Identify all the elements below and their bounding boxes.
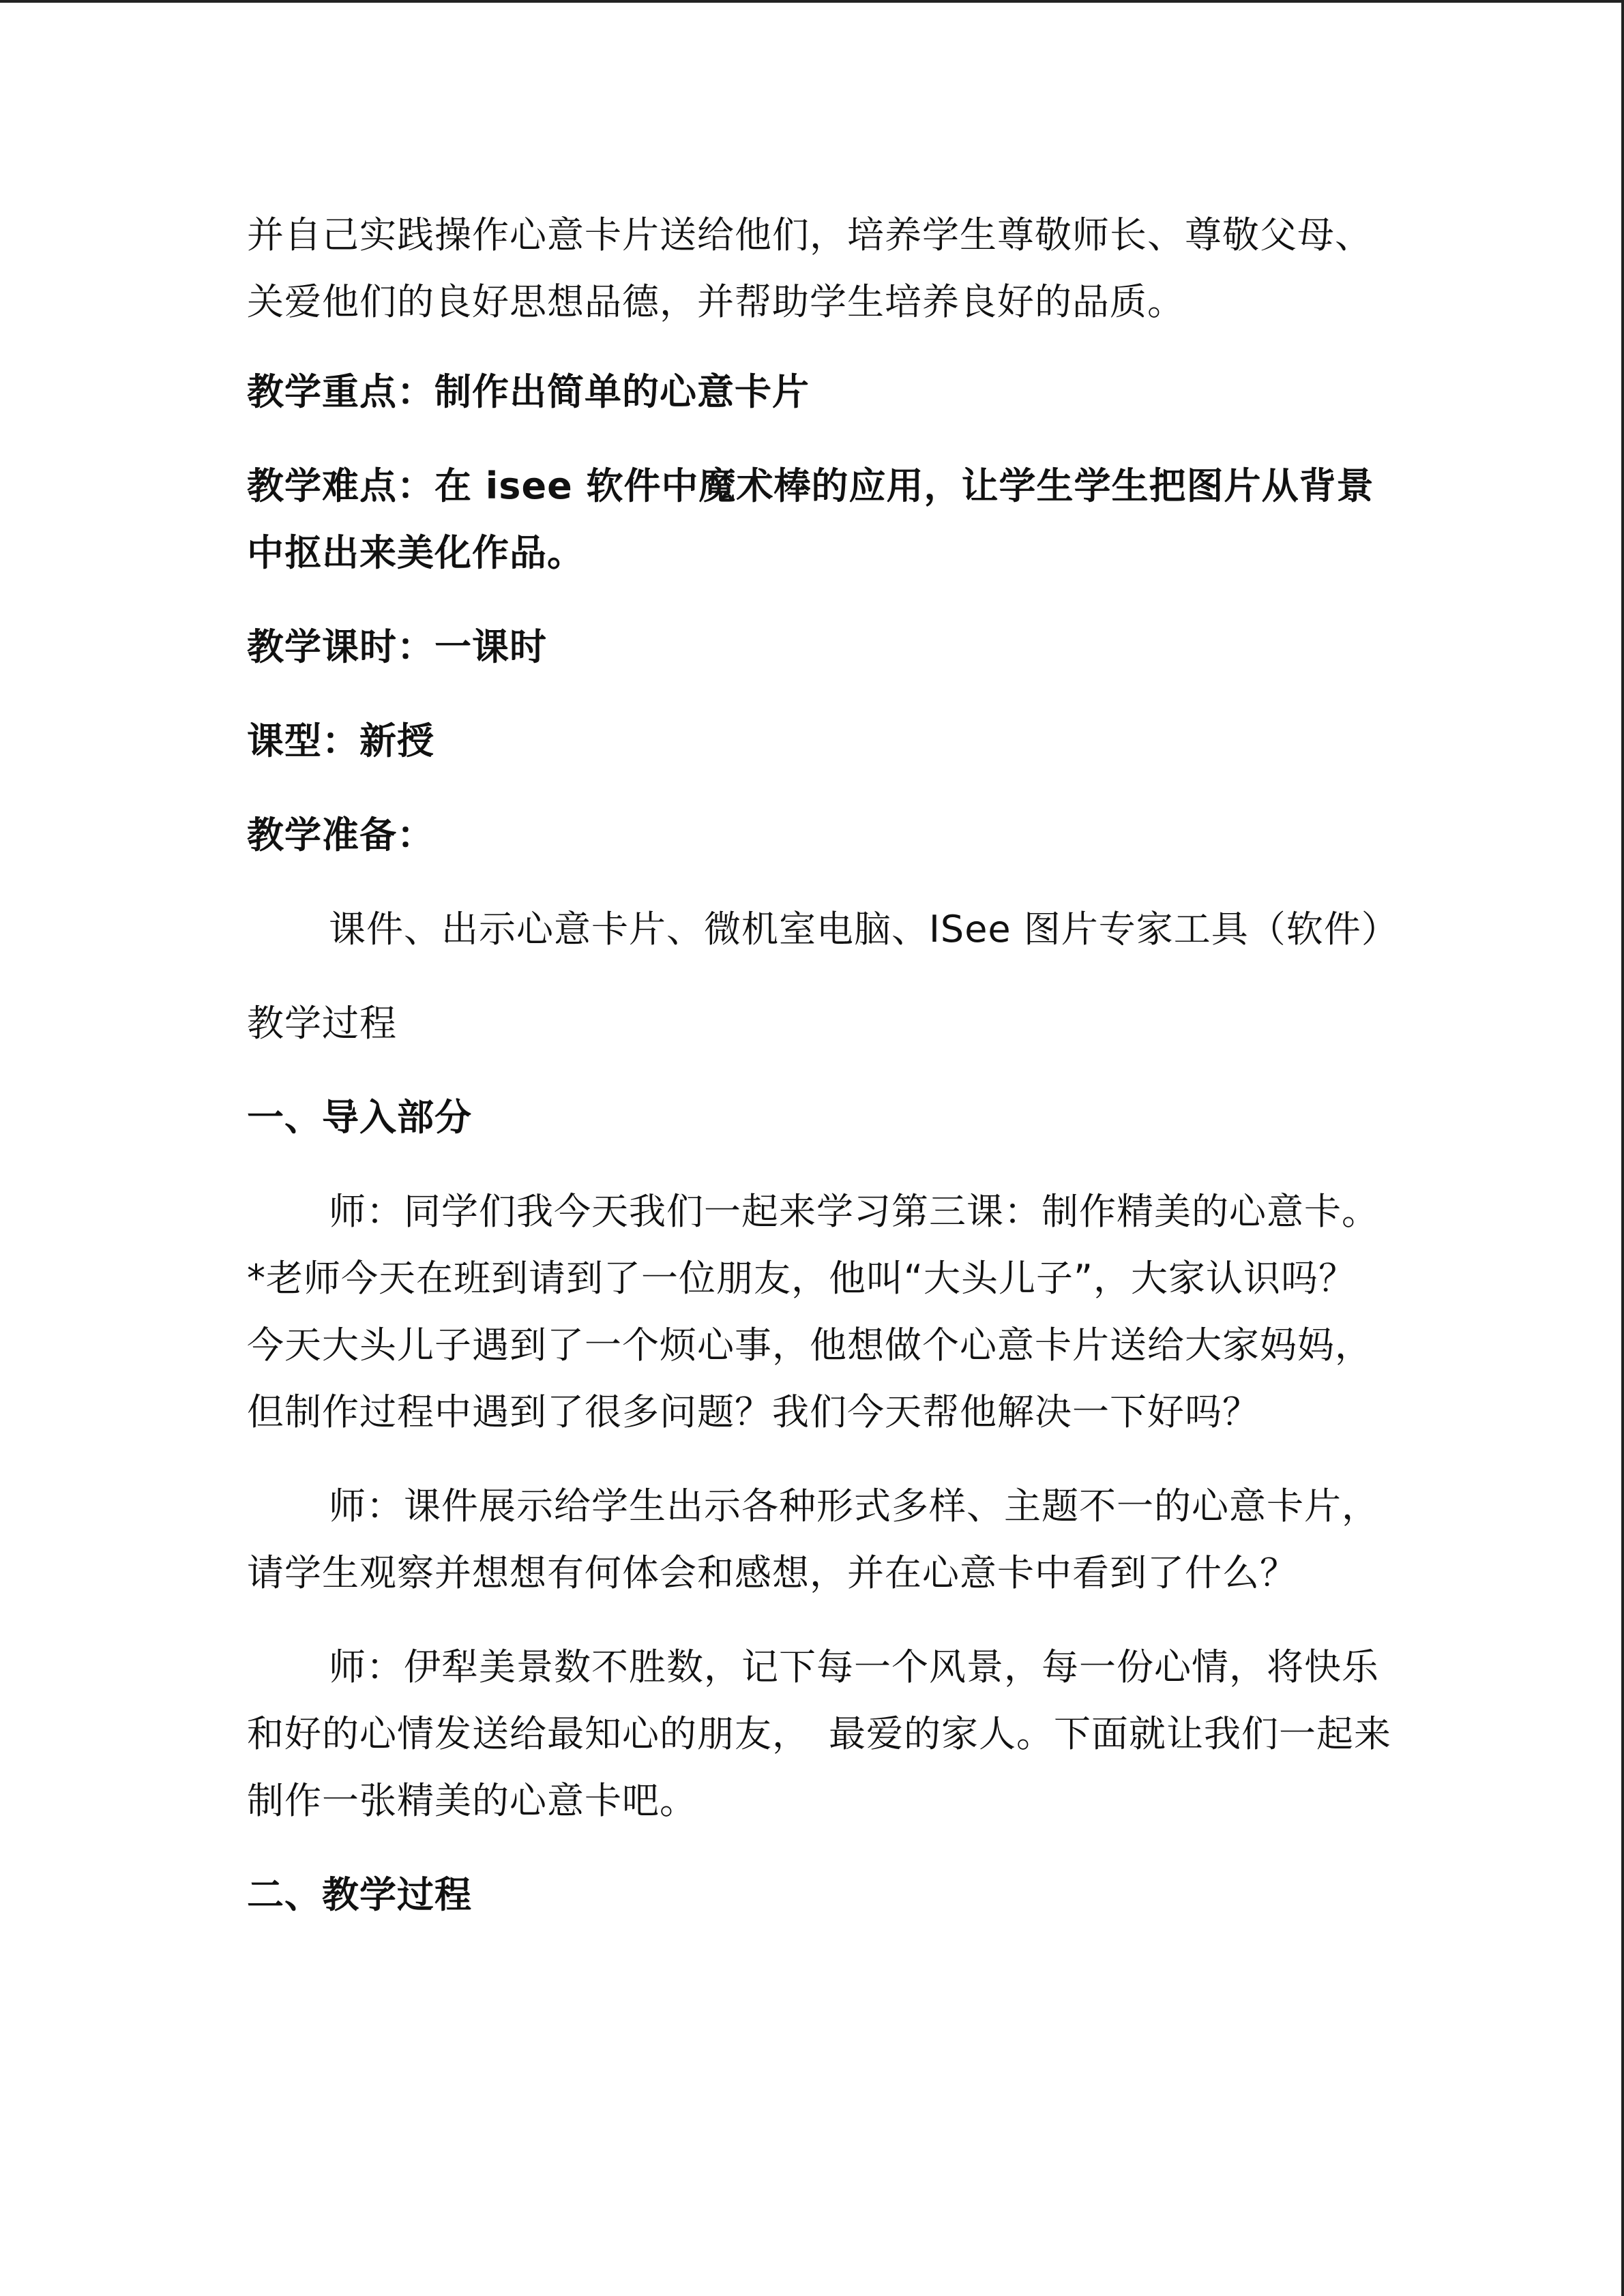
paragraph-teacher-intro: 师：同学们我今天我们一起来学习第三课：制作精美的心意卡。*老师今天在班到请到了一位朋友，他叫“大头儿子”，大家认识吗？今天大头儿子遇到了一个烦心事，他想做个心意卡片送给大家妈妈，但制作过程中遇到了很多问题？我们今天帮他解决一下好吗？ <box>247 1190 1379 1433</box>
paragraph-teaching-focus: 教学重点：制作出简单的心意卡片 <box>247 370 810 413</box>
paragraph-preparation-items: 课件、出示心意卡片、微机室电脑、ISee 图片专家工具（软件） <box>329 908 1399 951</box>
paragraph-class-hours: 教学课时：一课时 <box>247 625 547 668</box>
page-border-top <box>0 0 1624 3</box>
section-heading-introduction: 一、导入部分 <box>247 1096 472 1139</box>
document-body <box>247 202 1399 1956</box>
section-heading-teaching-process: 二、教学过程 <box>247 1873 472 1916</box>
paragraph-lesson-type: 课型：新授 <box>247 719 434 762</box>
paragraph-process-heading: 教学过程 <box>247 1002 397 1045</box>
paragraph-teacher-courseware: 师：课件展示给学生出示各种形式多样、主题不一的心意卡片，请学生观察并想想有何体会和感想，并在心意卡中看到了什么？ <box>247 1485 1379 1594</box>
paragraph-preparation-heading: 教学准备： <box>247 814 434 856</box>
page-border-right <box>1621 0 1624 2296</box>
paragraph-objectives-continued: 并自己实践操作心意卡片送给他们，培养学生尊敬师长、尊敬父母、关爱他们的良好思想品德，并帮助学生培养良好的品质。 <box>247 213 1372 323</box>
paragraph-teaching-difficulty: 教学难点：在 isee 软件中魔术棒的应用，让学生学生把图片从背景中抠出来美化作品。 <box>247 464 1374 574</box>
paragraph-teacher-scenery: 师：伊犁美景数不胜数，记下每一个风景，每一份心情，将快乐和好的心情发送给最知心的朋友， 最爱的家人。下面就让我们一起来制作一张精美的心意卡吧。 <box>247 1645 1391 1822</box>
